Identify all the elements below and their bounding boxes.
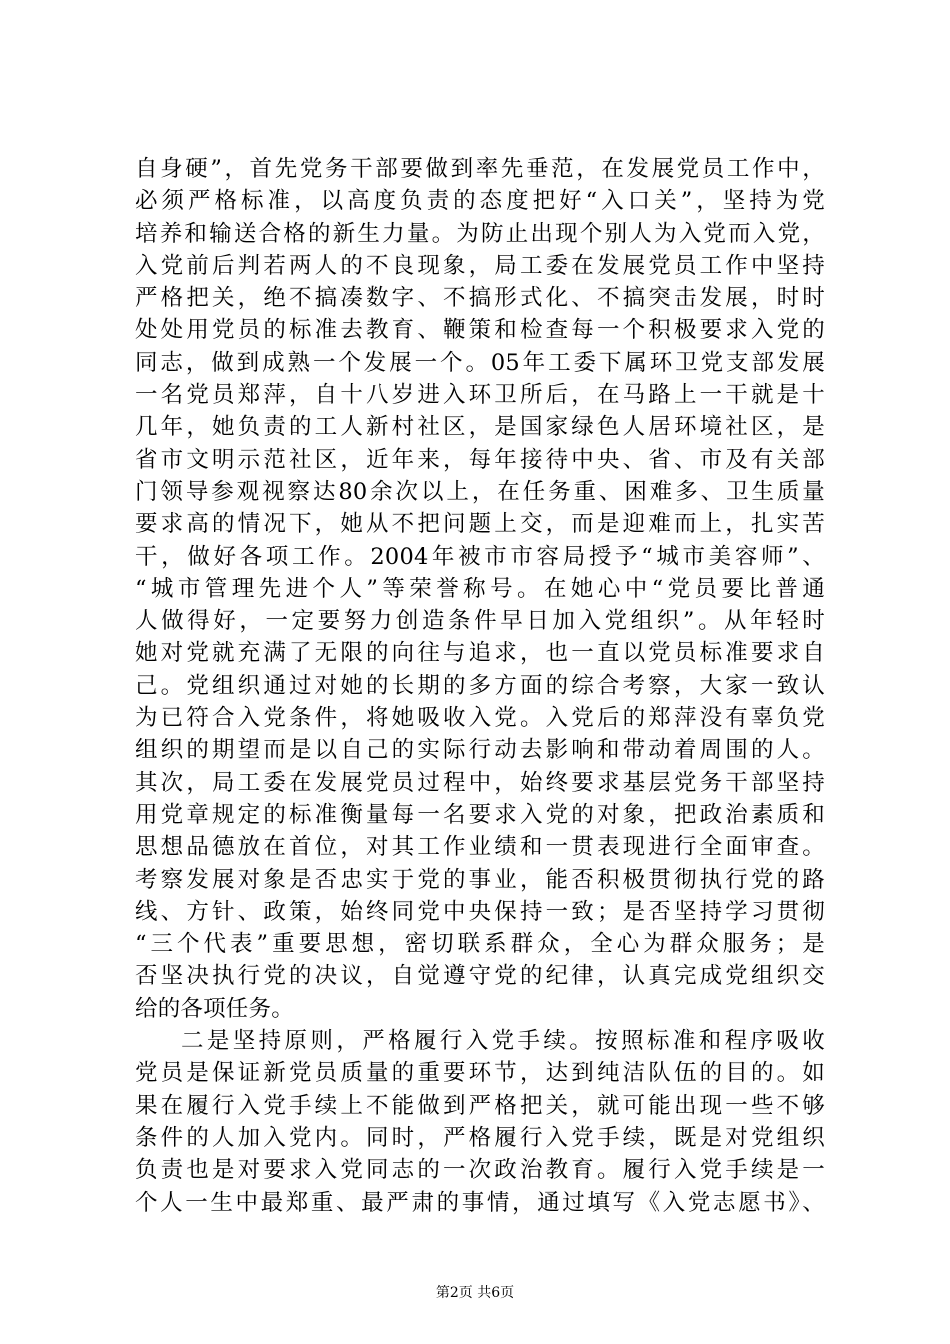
text-line: 个人一生中最郑重、最严肃的事情，通过填写《入党志愿书》、	[135, 1189, 825, 1216]
text-line: 一名党员郑萍，自十八岁进入环卫所后，在马路上一干就是十	[135, 382, 825, 409]
text-line: 给的各项任务。	[135, 995, 294, 1022]
text-line: 其次，局工委在发展党员过程中，始终要求基层党务干部坚持	[135, 769, 825, 796]
text-line: 省市文明示范社区，近年来，每年接待中央、省、市及有关部	[135, 446, 825, 473]
text-line: 几年，她负责的工人新村社区，是国家绿色人居环境社区，是	[135, 414, 825, 441]
text-line: 人做得好，一定要努力创造条件早日加入党组织”。从年轻时	[135, 608, 825, 635]
text-line: 处处用党员的标准去教育、鞭策和检查每一个积极要求入党的	[135, 317, 825, 344]
text-line: 否坚决执行党的决议，自觉遵守党的纪律，认真完成党组织交	[135, 963, 825, 990]
text-line: 思想品德放在首位，对其工作业绩和一贯表现进行全面审查。	[135, 834, 825, 861]
text-line: 条件的人加入党内。同时，严格履行入党手续，既是对党组织	[135, 1124, 825, 1151]
text-line: 考察发展对象是否忠实于党的事业，能否积极贯彻执行党的路	[135, 866, 825, 893]
text-line: 她对党就充满了无限的向往与追求，也一直以党员标准要求自	[135, 640, 825, 667]
text-line: 己。党组织通过对她的长期的多方面的综合考察，大家一致认	[135, 672, 825, 699]
text-line: 入党前后判若两人的不良现象，局工委在发展党员工作中坚持	[135, 252, 825, 279]
text-line: 负责也是对要求入党同志的一次政治教育。履行入党手续是一	[135, 1157, 825, 1184]
text-line: “城市管理先进个人”等荣誉称号。在她心中“党员要比普通	[135, 575, 825, 602]
text-line: 组织的期望而是以自己的实际行动去影响和带动着周围的人。	[135, 737, 825, 764]
text-line: 必须严格标准，以高度负责的态度把好“入口关”，坚持为党	[135, 188, 825, 215]
text-line: 同志，做到成熟一个发展一个。05年工委下属环卫党支部发展	[135, 349, 825, 376]
text-line: 门领导参观视察达80余次以上，在任务重、困难多、卫生质量	[135, 478, 825, 505]
text-line: 干，做好各项工作。2004年被市市容局授予“城市美容师”、	[135, 543, 825, 570]
text-line: “三个代表”重要思想，密切联系群众，全心为群众服务；是	[135, 931, 825, 958]
paragraph-start-line: 二是坚持原则，严格履行入党手续。按照标准和程序吸收	[181, 1028, 825, 1055]
text-line: 为已符合入党条件，将她吸收入党。入党后的郑萍没有辜负党	[135, 705, 825, 732]
text-line: 党员是保证新党员质量的重要环节，达到纯洁队伍的目的。如	[135, 1060, 825, 1087]
text-line: 培养和输送合格的新生力量。为防止出现个别人为入党而入党，	[135, 220, 825, 247]
text-line: 用党章规定的标准衡量每一名要求入党的对象，把政治素质和	[135, 801, 825, 828]
body-text	[135, 153, 825, 1219]
text-line: 线、方针、政策，始终同党中央保持一致；是否坚持学习贯彻	[135, 898, 825, 925]
page-number-footer: 第2页 共6页	[435, 1285, 515, 1301]
text-line: 严格把关，绝不搞凑数字、不搞形式化、不搞突击发展，时时	[135, 285, 825, 312]
text-line: 果在履行入党手续上不能做到严格把关，就可能出现一些不够	[135, 1092, 825, 1119]
text-line: 自身硬”，首先党务干部要做到率先垂范，在发展党员工作中，	[135, 156, 825, 182]
text-line: 要求高的情况下，她从不把问题上交，而是迎难而上，扎实苦	[135, 511, 825, 538]
